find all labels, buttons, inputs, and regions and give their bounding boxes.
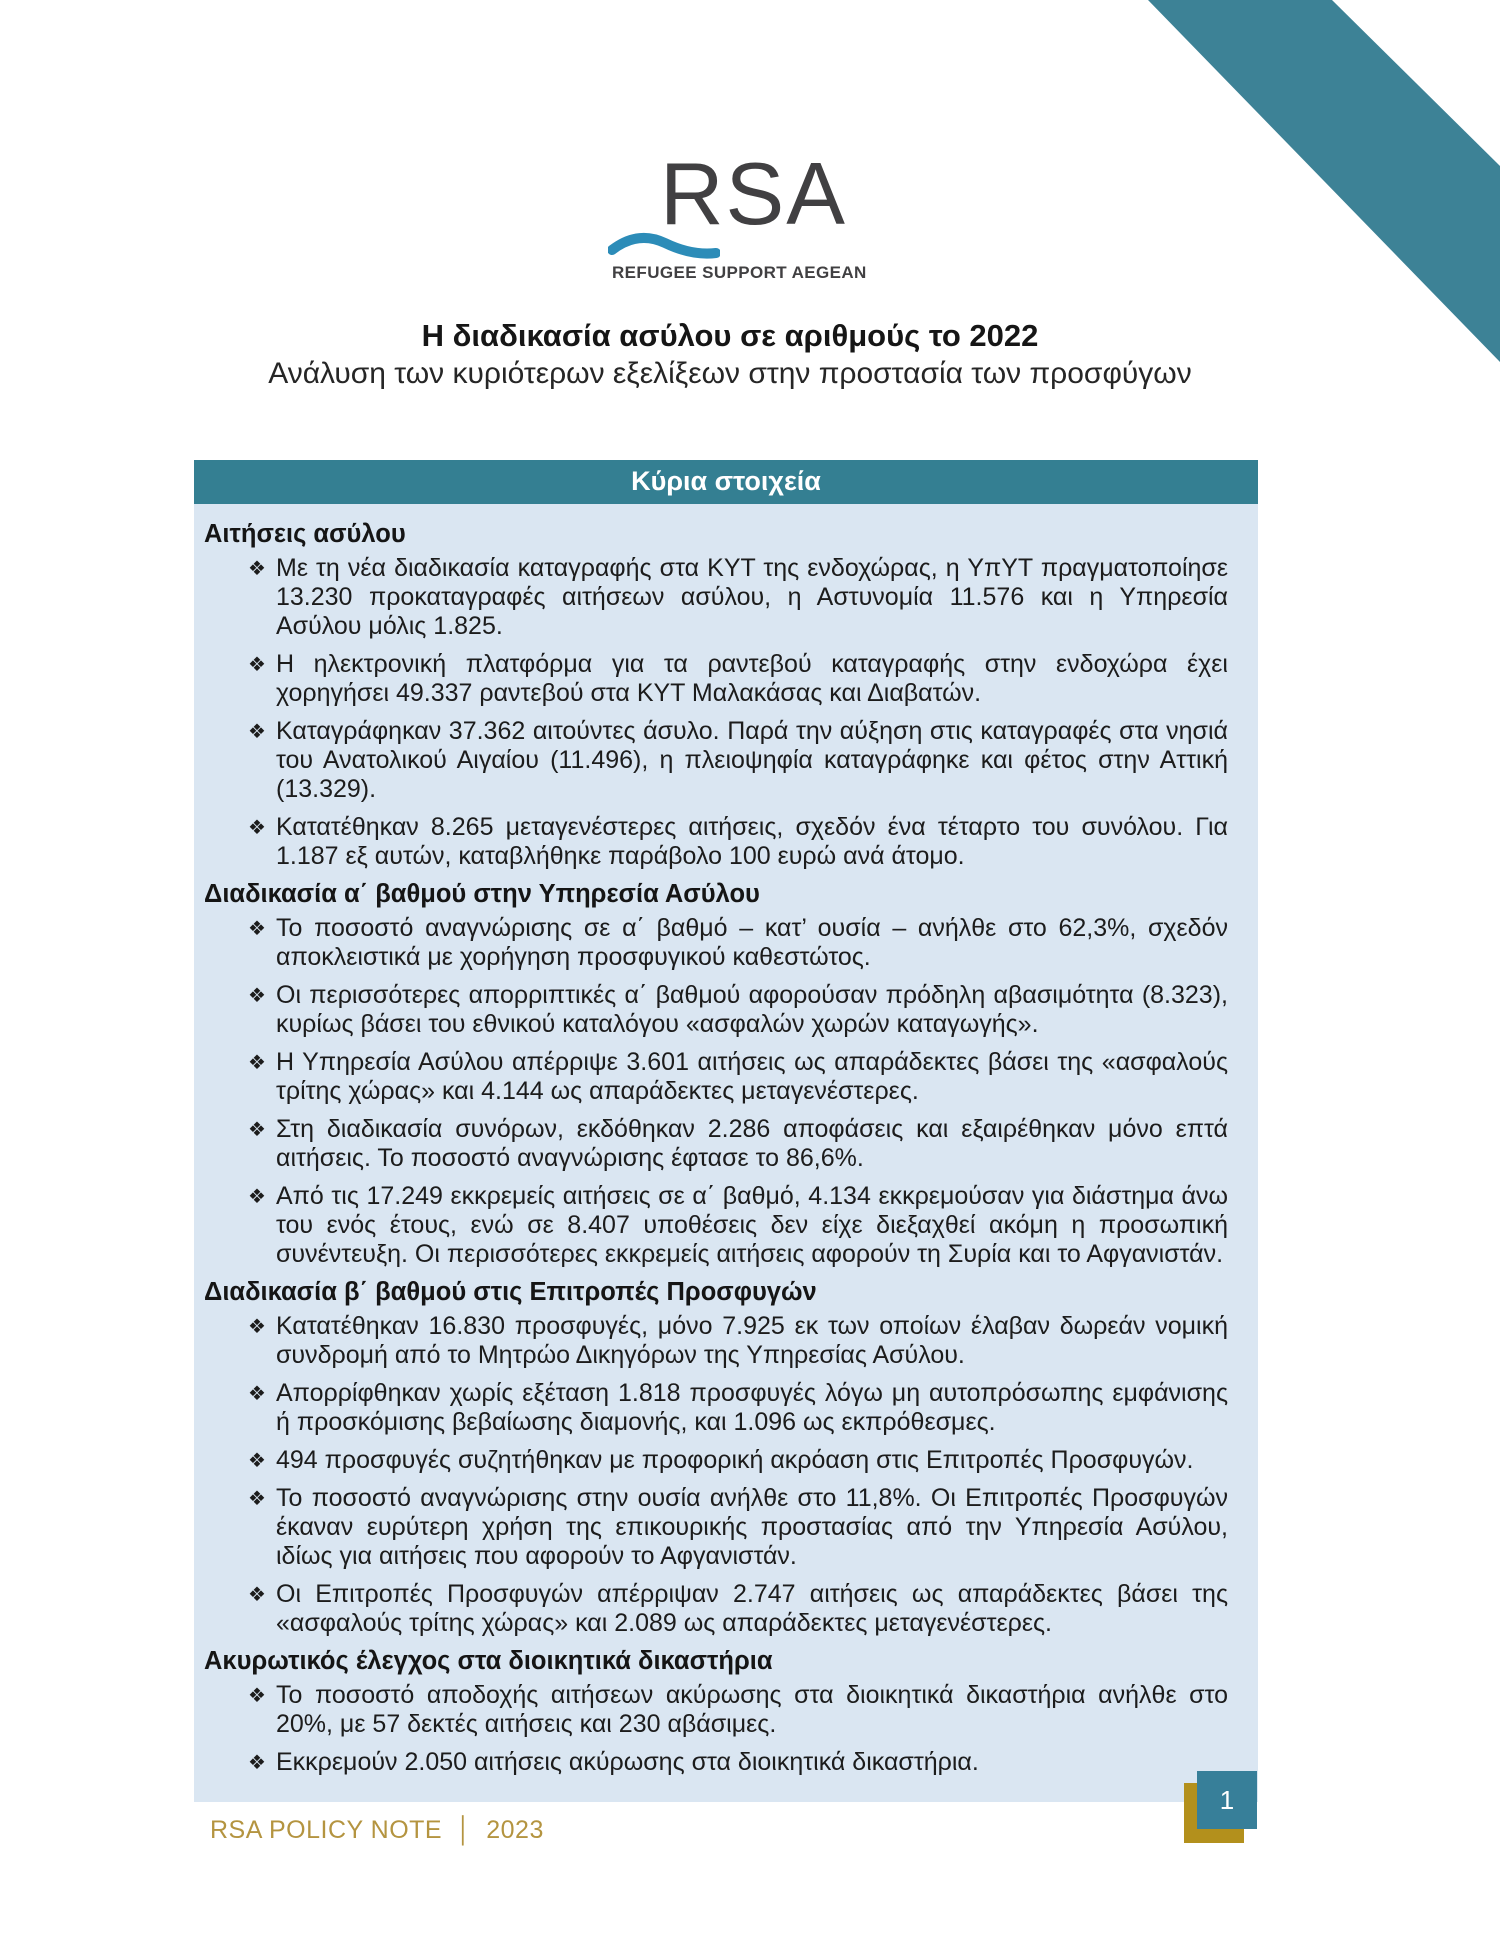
list-item <box>204 1048 1228 1106</box>
rsa-logo-tagline: REFUGEE SUPPORT AEGEAN <box>612 263 867 282</box>
list-item-text: Οι Επιτροπές Προσφυγών απέρριψαν 2.747 αιτήσεις ως απαράδεκτες βάσει της «ασφαλούς τρίτης χώρας» και 2.089 ως απαράδεκτες μεταγενέστερες. <box>276 1580 1228 1637</box>
page-number: 1 <box>1219 1784 1235 1815</box>
list-item <box>204 717 1228 804</box>
list-item <box>204 1580 1228 1638</box>
list-item-text: Η ηλεκτρονική πλατφόρμα για τα ραντεβού καταγραφής στην ενδοχώρα έχει χορηγήσει 49.337 ραντεβού στα ΚΥΤ Μαλακάσας και Διαβατών. <box>276 650 1228 707</box>
corner-ribbon <box>1146 0 1500 372</box>
diamond-bullet-icon: ❖ <box>248 1752 266 1774</box>
list-item <box>204 1379 1228 1437</box>
list-item-text: Το ποσοστό αναγνώρισης στην ουσία ανήλθε στο 11,8%. Οι Επιτροπές Προσφυγών έκαναν ευρύτερη χρήση της επικουρικής προστασίας από την Υπηρεσία Ασύλου, ιδίως για αιτήσεις που αφορούν το Αφγανιστάν. <box>276 1484 1228 1570</box>
footer-year: 2023 <box>486 1816 544 1844</box>
list-item-text: Με τη νέα διαδικασία καταγραφής στα ΚΥΤ της ενδοχώρας, η ΥπΥΤ πραγματοποίησε 13.230 προκαταγραφές αιτήσεων ασύλου, η Αστυνομία 11.576 και η Υπηρεσία Ασύλου μόλις 1.825. <box>276 554 1228 640</box>
section-heading: Ακυρωτικός έλεγχος στα διοικητικά δικαστήρια <box>204 1647 773 1675</box>
list-item <box>204 1182 1228 1269</box>
diamond-bullet-icon: ❖ <box>248 1052 266 1074</box>
corner-ribbon-shape <box>1148 0 1500 362</box>
list-item-text: Απορρίφθηκαν χωρίς εξέταση 1.818 προσφυγές λόγω μη αυτοπρόσωπης εμφάνισης ή προσκόμισης βεβαίωσης διαμονής, και 1.096 ως εκπρόθεσμες. <box>276 1379 1228 1436</box>
section-bullet-list <box>204 914 1228 1269</box>
diamond-bullet-icon: ❖ <box>248 1584 266 1606</box>
list-item <box>204 1748 1228 1777</box>
list-item-text: Η Υπηρεσία Ασύλου απέρριψε 3.601 αιτήσεις ως απαράδεκτες βάσει της «ασφαλούς τρίτης χώρας» και 4.144 ως απαράδεκτες μεταγενέστερες. <box>276 1048 1228 1105</box>
key-facts-box <box>194 460 1258 1802</box>
diamond-bullet-icon: ❖ <box>248 1186 266 1208</box>
wave-icon <box>608 226 720 264</box>
list-item-text: 494 προσφυγές συζητήθηκαν με προφορική ακρόαση στις Επιτροπές Προσφυγών. <box>276 1446 1194 1474</box>
list-item <box>204 981 1228 1039</box>
diamond-bullet-icon: ❖ <box>248 1450 266 1472</box>
diamond-bullet-icon: ❖ <box>248 817 266 839</box>
key-box-sections <box>194 504 1258 1802</box>
diamond-bullet-icon: ❖ <box>248 558 266 580</box>
footer-divider: │ <box>456 1816 473 1844</box>
list-item-text: Κατατέθηκαν 16.830 προσφυγές, μόνο 7.925 εκ των οποίων έλαβαν δωρεάν νομική συνδρομή από το Μητρώο Δικηγόρων της Υπηρεσίας Ασύλου. <box>276 1312 1228 1369</box>
list-item <box>204 1312 1228 1370</box>
list-item <box>204 1446 1228 1475</box>
diamond-bullet-icon: ❖ <box>248 1383 266 1405</box>
list-item <box>204 1681 1228 1739</box>
key-facts-header: Κύρια στοιχεία <box>194 460 1258 504</box>
list-item <box>204 1484 1228 1571</box>
list-item-text: Καταγράφηκαν 37.362 αιτούντες άσυλο. Παρά την αύξηση στις καταγραφές στα νησιά του Ανατολικού Αιγαίου (11.496), η πλειοψηφία καταγράφηκε και φέτος στην Αττική (13.329). <box>276 717 1228 803</box>
diamond-bullet-icon: ❖ <box>248 1685 266 1707</box>
list-item <box>204 813 1228 871</box>
list-item-text: Στη διαδικασία συνόρων, εκδόθηκαν 2.286 αποφάσεις και εξαιρέθηκαν μόνο επτά αιτήσεις. Το ποσοστό αναγνώρισης έφτασε το 86,6%. <box>276 1115 1228 1172</box>
page-title: Η διαδικασία ασύλου σε αριθμούς το 2022 <box>421 318 1039 353</box>
diamond-bullet-icon: ❖ <box>248 654 266 676</box>
key-box-section <box>204 1647 1228 1777</box>
section-bullet-list <box>204 1312 1228 1638</box>
list-item-text: Οι περισσότερες απορριπτικές α΄ βαθμού αφορούσαν πρόδηλη αβασιμότητα (8.323), κυρίως βάσει του εθνικού καταλόγου «ασφαλών χωρών καταγωγής». <box>276 981 1228 1038</box>
list-item-text: Το ποσοστό αναγνώρισης σε α΄ βαθμό – κατ’ ουσία – ανήλθε στο 62,3%, σχεδόν αποκλειστικά με χορήγηση προσφυγικού καθεστώτος. <box>276 914 1228 971</box>
key-box-section <box>204 1278 1228 1638</box>
diamond-bullet-icon: ❖ <box>248 985 266 1007</box>
list-item-text: Εκκρεμούν 2.050 αιτήσεις ακύρωσης στα διοικητικά δικαστήρια. <box>276 1748 979 1776</box>
list-item <box>204 1115 1228 1173</box>
section-heading: Διαδικασία β΄ βαθμού στις Επιτροπές Προσφυγών <box>204 1278 817 1306</box>
footer-note <box>210 1816 544 1845</box>
list-item-text: Το ποσοστό αποδοχής αιτήσεων ακύρωσης στα διοικητικά δικαστήρια ανήλθε στο 20%, με 57 δεκτές αιτήσεις και 230 αβάσιμες. <box>276 1681 1228 1738</box>
section-heading: Αιτήσεις ασύλου <box>204 520 406 548</box>
list-item <box>204 554 1228 641</box>
diamond-bullet-icon: ❖ <box>248 721 266 743</box>
section-heading: Διαδικασία α΄ βαθμού στην Υπηρεσία Ασύλου <box>204 880 760 908</box>
list-item-text: Από τις 17.249 εκκρεμείς αιτήσεις σε α΄ βαθμό, 4.134 εκκρεμούσαν για διάστημα άνω του ενός έτους, ενώ σε 8.407 υποθέσεις δεν είχε διεξαχθεί ακόμη η προσωπική συνέντευξη. Οι περισσότερες εκκρεμείς αιτήσεις αφορούν τη Συρία και το Αφγανιστάν. <box>276 1182 1228 1268</box>
page-number-badge <box>1197 1771 1257 1829</box>
diamond-bullet-icon: ❖ <box>248 1119 266 1141</box>
rsa-logo-acronym: RSA <box>660 144 847 243</box>
list-item <box>204 914 1228 972</box>
diamond-bullet-icon: ❖ <box>248 1488 266 1510</box>
diamond-bullet-icon: ❖ <box>248 1316 266 1338</box>
footer-label: RSA POLICY NOTE <box>210 1816 443 1844</box>
section-bullet-list <box>204 554 1228 871</box>
section-bullet-list <box>204 1681 1228 1777</box>
list-item <box>204 650 1228 708</box>
list-item-text: Κατατέθηκαν 8.265 μεταγενέστερες αιτήσεις, σχεδόν ένα τέταρτο του συνόλου. Για 1.187 εξ αυτών, καταβλήθηκε παράβολο 100 ευρώ ανά άτομο. <box>276 813 1228 870</box>
page-subtitle: Ανάλυση των κυριότερων εξελίξεων στην προστασία των προσφύγων <box>268 357 1192 390</box>
key-box-section <box>204 520 1228 871</box>
key-box-section <box>204 880 1228 1269</box>
diamond-bullet-icon: ❖ <box>248 918 266 940</box>
